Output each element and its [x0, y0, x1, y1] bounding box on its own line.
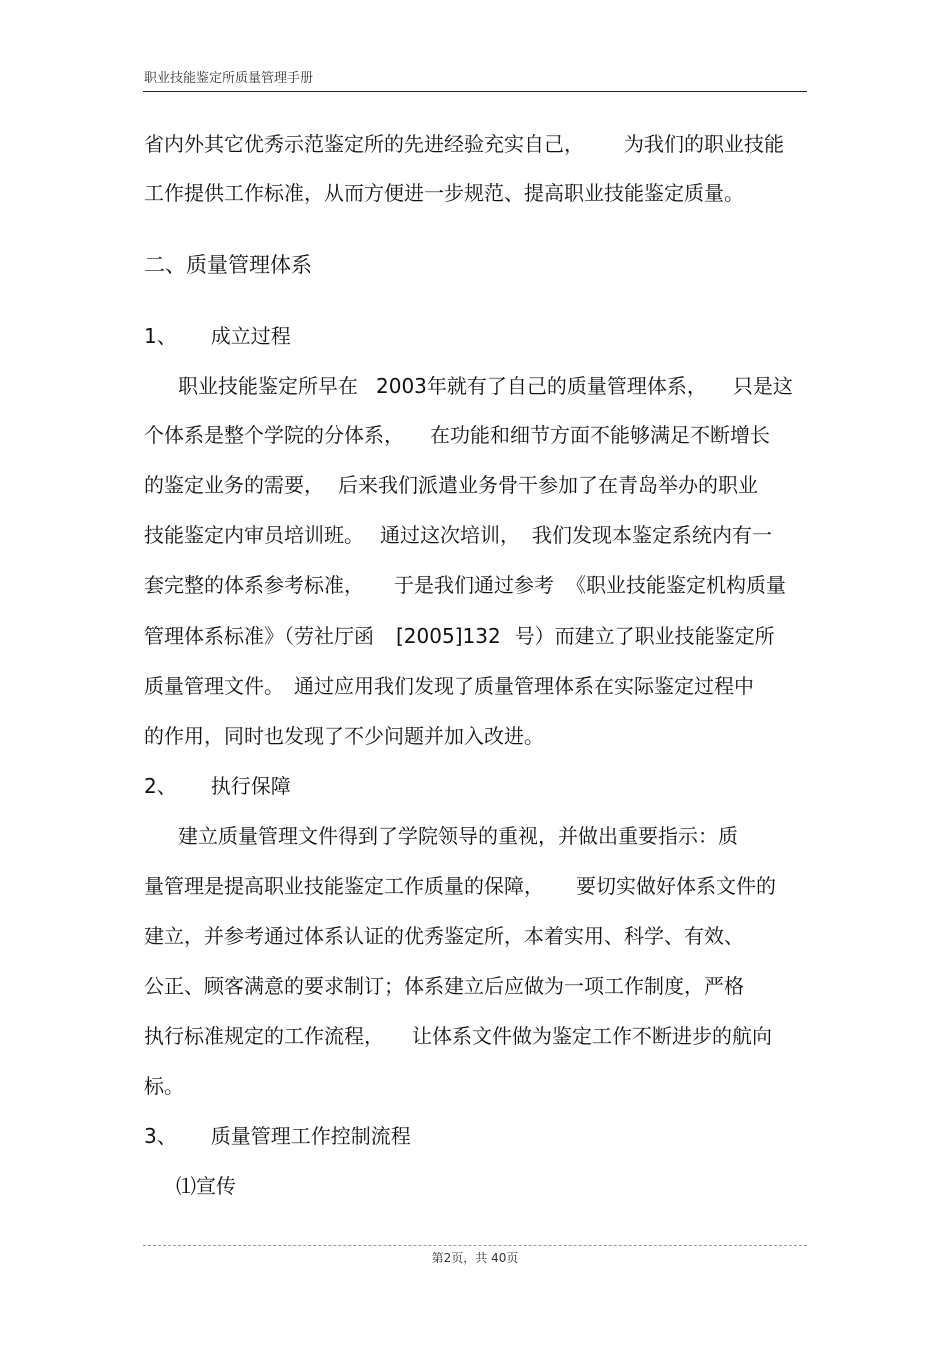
text-segment: 号）而建立了职业技能鉴定所 [514, 624, 775, 648]
text-segment: 质量管理文件。 [144, 674, 284, 698]
body-line: 工作提供工作标准，从而方便进一步规范、提高职业技能鉴定质量。 [144, 181, 744, 205]
body-line [144, 1020, 772, 1049]
subsection-heading [144, 320, 291, 349]
body-line [144, 670, 754, 699]
text-segment: 技能鉴定内审员培训班。 [144, 523, 364, 547]
body-line [144, 569, 786, 598]
text-segment: 的鉴定业务的需要， [144, 473, 324, 497]
text-segment: 个体系是整个学院的分体系， [144, 423, 404, 447]
text-segment: 我们发现本鉴定系统内有一 [532, 523, 772, 547]
body-line [144, 620, 775, 649]
subsection-title: 成立过程 [210, 324, 291, 348]
subsection-title: 质量管理工作控制流程 [210, 1124, 411, 1148]
body-line [144, 870, 776, 899]
text-segment: 执行标准规定的工作流程， [144, 1024, 384, 1048]
running-header: 职业技能鉴定所质量管理手册 [144, 71, 314, 86]
body-line: 标。 [144, 1074, 184, 1098]
body-line: 的作用，同时也发现了不少问题并加入改进。 [144, 724, 544, 748]
section-heading: 二、质量管理体系 [144, 253, 312, 277]
list-item: ⑴宣传 [176, 1174, 236, 1198]
header-divider [143, 91, 807, 92]
subsection-number: 2、 [144, 774, 177, 798]
text-segment: 要切实做好体系文件的 [576, 874, 776, 898]
text-segment: 管理体系标准》（劳社厅函 [144, 624, 374, 648]
text-segment: 让体系文件做为鉴定工作不断进步的航向 [412, 1024, 772, 1048]
text-segment: 量管理是提高职业技能鉴定工作质量的保障， [144, 874, 544, 898]
page-number: 第2页，共 40页 [431, 1251, 519, 1265]
subsection-title: 执行保障 [210, 774, 291, 798]
text-segment: 2003年就有了自己的质量管理体系， [376, 374, 707, 398]
text-segment: 只是这 [732, 374, 793, 398]
text-segment: 于是我们通过参考 [394, 573, 554, 597]
body-line [144, 128, 784, 157]
text-segment: 职业技能鉴定所早在 [178, 374, 358, 398]
subsection-number: 1、 [144, 324, 177, 348]
body-line [178, 370, 793, 399]
body-line [144, 469, 758, 498]
subsection-number: 3、 [144, 1124, 177, 1148]
text-segment: 为我们的职业技能 [624, 132, 784, 156]
body-line: 建立质量管理文件得到了学院领导的重视，并做出重要指示：质 [178, 824, 738, 848]
text-segment: 通过这次培训， [380, 523, 520, 547]
body-line [144, 519, 772, 548]
text-segment: 省内外其它优秀示范鉴定所的先进经验充实自己， [144, 132, 584, 156]
subsection-heading [144, 770, 291, 799]
text-segment: 《职业技能鉴定机构质量 [566, 573, 786, 597]
body-line: 建立，并参考通过体系认证的优秀鉴定所，本着实用、科学、有效、 [144, 924, 744, 948]
text-segment: 通过应用我们发现了质量管理体系在实际鉴定过程中 [294, 674, 754, 698]
body-line: 公正、顾客满意的要求制订；体系建立后应做为一项工作制度，严格 [144, 974, 744, 998]
footer-divider [143, 1245, 807, 1246]
text-segment: 在功能和细节方面不能够满足不断增长 [430, 423, 770, 447]
text-segment: [2005]132 [396, 624, 501, 648]
text-segment: 套完整的体系参考标准， [144, 573, 364, 597]
text-segment: 后来我们派遣业务骨干参加了在青岛举办的职业 [338, 473, 758, 497]
subsection-heading [144, 1120, 411, 1149]
body-line [144, 419, 770, 448]
